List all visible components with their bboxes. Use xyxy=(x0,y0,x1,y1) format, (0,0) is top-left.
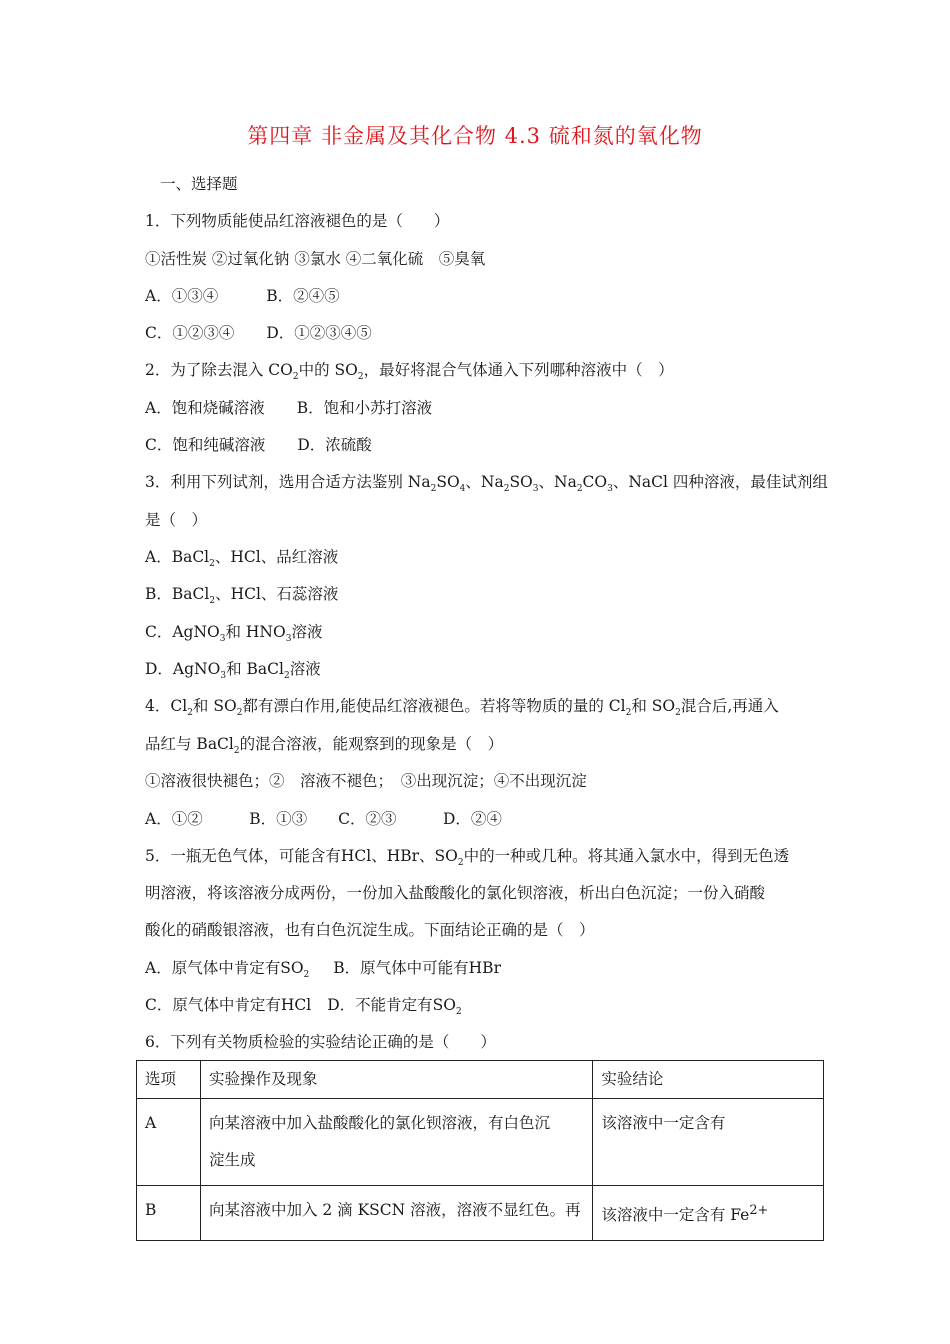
q5-options-cd xyxy=(145,994,815,1023)
q3-option-b: B．BaCl$_2$、HCl、石蕊溶液 xyxy=(145,585,339,606)
q5-stem: 5．一瓶无色气体，可能含有HCl、HBr、$SO_2$中的一种或几种。将其通入氯水中，得到无色透 xyxy=(145,847,790,868)
q2-option-c: C．饱和纯碱溶液 xyxy=(145,436,266,454)
page-title: 第四章 非金属及其化合物 4.3 硫和氮的氧化物 xyxy=(247,124,703,148)
header-operation: 实验操作及现象 xyxy=(200,1061,592,1099)
row-b-option: B xyxy=(137,1186,201,1241)
row-a-conclusion: 该溶液中一定含有 xyxy=(593,1099,824,1186)
q3-option-c: C．AgNO$_3$和 $HNO_3$溶液 xyxy=(145,623,323,644)
q1-stem: 1．下列物质能使品红溶液褪色的是（ ） xyxy=(145,212,450,230)
q2-option-d: D．浓硫酸 xyxy=(297,436,372,454)
q1-option-c: C．①②③④ xyxy=(145,324,235,342)
row-b-operation: 向某溶液中加入 2 滴 KSCN 溶液，溶液不显红色。再 xyxy=(200,1186,592,1241)
q2-option-a: A．饱和烧碱溶液 xyxy=(145,399,265,417)
q2-options-ab xyxy=(145,397,815,419)
table-row xyxy=(137,1099,824,1186)
row-a-operation: 向某溶液中加入盐酸酸化的氯化钡溶液，有白色沉 淀生成 xyxy=(200,1099,592,1186)
q4-items: ①溶液很快褪色；② 溶液不褪色； ③出现沉淀；④不出现沉淀 xyxy=(145,772,587,790)
q5-option-d: D．不能肯定有$SO_2$ xyxy=(327,996,462,1017)
row-b-conclusion: 该溶液中一定含有 $Fe^{2+}$ xyxy=(593,1186,824,1241)
q1-option-a: A．①③④ xyxy=(145,287,219,305)
q2-options-cd xyxy=(145,434,815,456)
row-a-option: A xyxy=(137,1099,201,1186)
q1-options-cd xyxy=(145,322,815,344)
q5-options-ab xyxy=(145,957,815,986)
table-header-row xyxy=(137,1061,824,1099)
q4-options: A．①② B．①③ C．②③ D．②④ xyxy=(145,810,502,828)
q6-table xyxy=(136,1060,824,1241)
q2-option-b: B．饱和小苏打溶液 xyxy=(296,399,433,417)
q1-option-d: D．①②③④⑤ xyxy=(266,324,372,342)
q6-stem: 6．下列有关物质检验的实验结论正确的是（ ） xyxy=(145,1033,496,1051)
q1-option-b: B．②④⑤ xyxy=(266,287,340,305)
q5-stem-line2: 明溶液，将该溶液分成两份，一份加入盐酸酸化的氯化钡溶液，析出白色沉淀；一份入硝酸 xyxy=(145,884,766,902)
section-heading: 一、选择题 xyxy=(160,175,238,193)
q3-stem-line2: 是（ ） xyxy=(145,511,208,529)
q5-option-a: A．原气体中肯定有$SO_2$ xyxy=(145,959,310,980)
q5-option-b: B．原气体中可能有HBr xyxy=(333,959,501,977)
q4-stem: 4．$Cl_2$和 $SO_2$都有漂白作用,能使品红溶液褪色。若将等物质的量的 $Cl_2$和 $SO_2$混合后,再通入 xyxy=(145,697,779,718)
header-option: 选项 xyxy=(137,1061,201,1099)
q1-options-ab xyxy=(145,285,815,307)
q3-stem: 3．利用下列试剂，选用合适方法鉴别 $Na_2SO_4$、$Na_2SO_3$、$Na_2CO_3$、NaCl 四种溶液，最佳试剂组 xyxy=(145,473,828,494)
q5-stem-line3: 酸化的硝酸银溶液，也有白色沉淀生成。下面结论正确的是（ ） xyxy=(145,921,595,939)
q1-items: ①活性炭 ②过氧化钠 ③氯水 ④二氧化硫 ⑤臭氧 xyxy=(145,250,486,268)
q4-stem-line2: 品红与 BaCl$_2$的混合溶液，能观察到的现象是（ ） xyxy=(145,735,504,756)
table-row xyxy=(137,1186,824,1241)
header-conclusion: 实验结论 xyxy=(593,1061,824,1099)
q3-option-d: D．AgNO$_3$和 BaCl$_2$溶液 xyxy=(145,660,321,681)
q3-option-a: A．BaCl$_2$、HCl、品红溶液 xyxy=(145,548,339,569)
q5-option-c: C．原气体中肯定有HCl xyxy=(145,996,312,1014)
q2-stem: 2．为了除去混入 $CO_2$中的 $SO_2$，最好将混合气体通入下列哪种溶液中（ ） xyxy=(145,361,674,382)
